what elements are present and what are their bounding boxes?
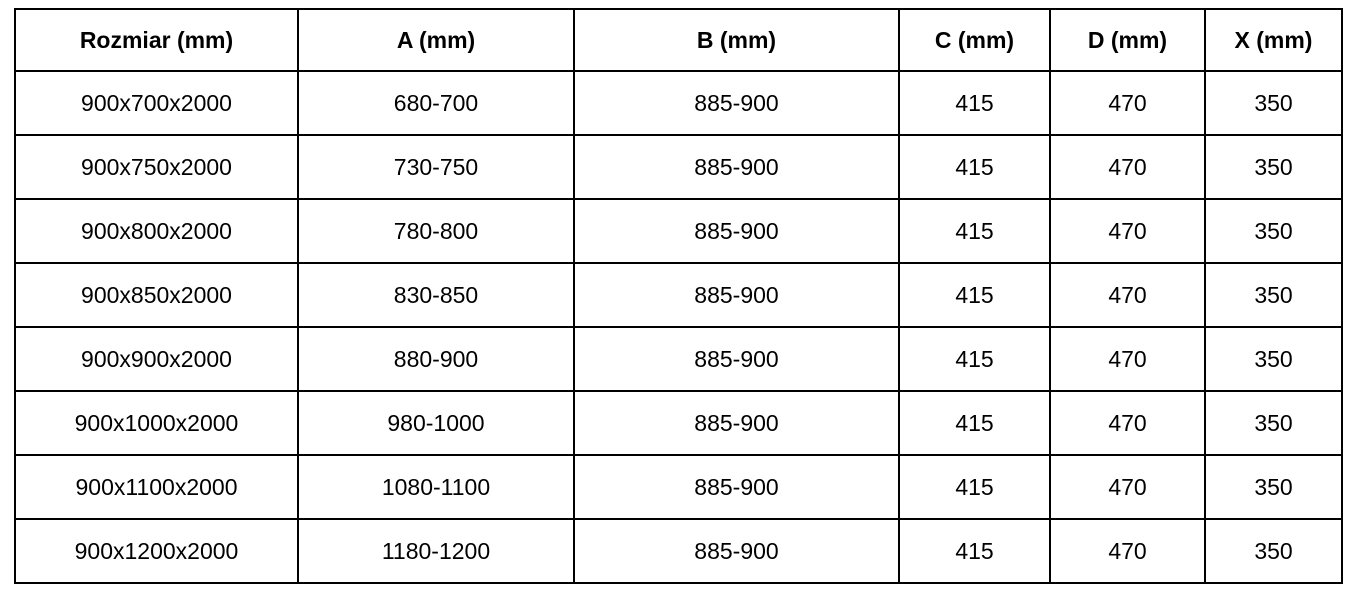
table-cell: 900x1200x2000 — [15, 519, 298, 583]
size-specification-table — [14, 8, 1343, 584]
table-cell: 885-900 — [574, 71, 899, 135]
table-cell: 350 — [1205, 71, 1342, 135]
table-cell: 900x800x2000 — [15, 199, 298, 263]
size-specification-table-container — [14, 8, 1343, 584]
table-body — [15, 71, 1342, 583]
table-cell: 350 — [1205, 263, 1342, 327]
table-cell: 415 — [899, 135, 1050, 199]
table-cell: 885-900 — [574, 135, 899, 199]
table-cell: 470 — [1050, 327, 1205, 391]
table-cell: 900x850x2000 — [15, 263, 298, 327]
table-cell: 350 — [1205, 519, 1342, 583]
table-cell: 470 — [1050, 455, 1205, 519]
table-cell: 470 — [1050, 199, 1205, 263]
table-cell: 680-700 — [298, 71, 574, 135]
table-head — [15, 9, 1342, 71]
header-row — [15, 9, 1342, 71]
table-cell: 415 — [899, 519, 1050, 583]
table-cell: 415 — [899, 199, 1050, 263]
table-cell: 885-900 — [574, 327, 899, 391]
table-row — [15, 199, 1342, 263]
table-cell: 350 — [1205, 135, 1342, 199]
table-cell: 415 — [899, 327, 1050, 391]
table-cell: 415 — [899, 71, 1050, 135]
table-cell: 900x1000x2000 — [15, 391, 298, 455]
table-cell: 350 — [1205, 391, 1342, 455]
table-row — [15, 519, 1342, 583]
table-cell: 350 — [1205, 455, 1342, 519]
column-header: A (mm) — [298, 9, 574, 71]
table-cell: 415 — [899, 263, 1050, 327]
table-cell: 885-900 — [574, 455, 899, 519]
table-row — [15, 135, 1342, 199]
table-cell: 830-850 — [298, 263, 574, 327]
table-cell: 900x900x2000 — [15, 327, 298, 391]
table-cell: 470 — [1050, 263, 1205, 327]
table-cell: 885-900 — [574, 263, 899, 327]
table-cell: 900x1100x2000 — [15, 455, 298, 519]
table-cell: 900x700x2000 — [15, 71, 298, 135]
table-cell: 900x750x2000 — [15, 135, 298, 199]
table-cell: 470 — [1050, 391, 1205, 455]
table-cell: 980-1000 — [298, 391, 574, 455]
table-row — [15, 391, 1342, 455]
column-header: X (mm) — [1205, 9, 1342, 71]
table-cell: 415 — [899, 455, 1050, 519]
column-header: Rozmiar (mm) — [15, 9, 298, 71]
column-header: B (mm) — [574, 9, 899, 71]
table-row — [15, 327, 1342, 391]
table-cell: 880-900 — [298, 327, 574, 391]
table-cell: 470 — [1050, 71, 1205, 135]
table-cell: 350 — [1205, 327, 1342, 391]
table-cell: 350 — [1205, 199, 1342, 263]
table-cell: 415 — [899, 391, 1050, 455]
table-row — [15, 455, 1342, 519]
table-row — [15, 71, 1342, 135]
column-header: D (mm) — [1050, 9, 1205, 71]
table-cell: 885-900 — [574, 519, 899, 583]
table-cell: 780-800 — [298, 199, 574, 263]
table-cell: 885-900 — [574, 391, 899, 455]
table-cell: 470 — [1050, 519, 1205, 583]
table-cell: 885-900 — [574, 199, 899, 263]
table-cell: 1080-1100 — [298, 455, 574, 519]
table-row — [15, 263, 1342, 327]
table-cell: 470 — [1050, 135, 1205, 199]
column-header: C (mm) — [899, 9, 1050, 71]
table-cell: 1180-1200 — [298, 519, 574, 583]
table-cell: 730-750 — [298, 135, 574, 199]
